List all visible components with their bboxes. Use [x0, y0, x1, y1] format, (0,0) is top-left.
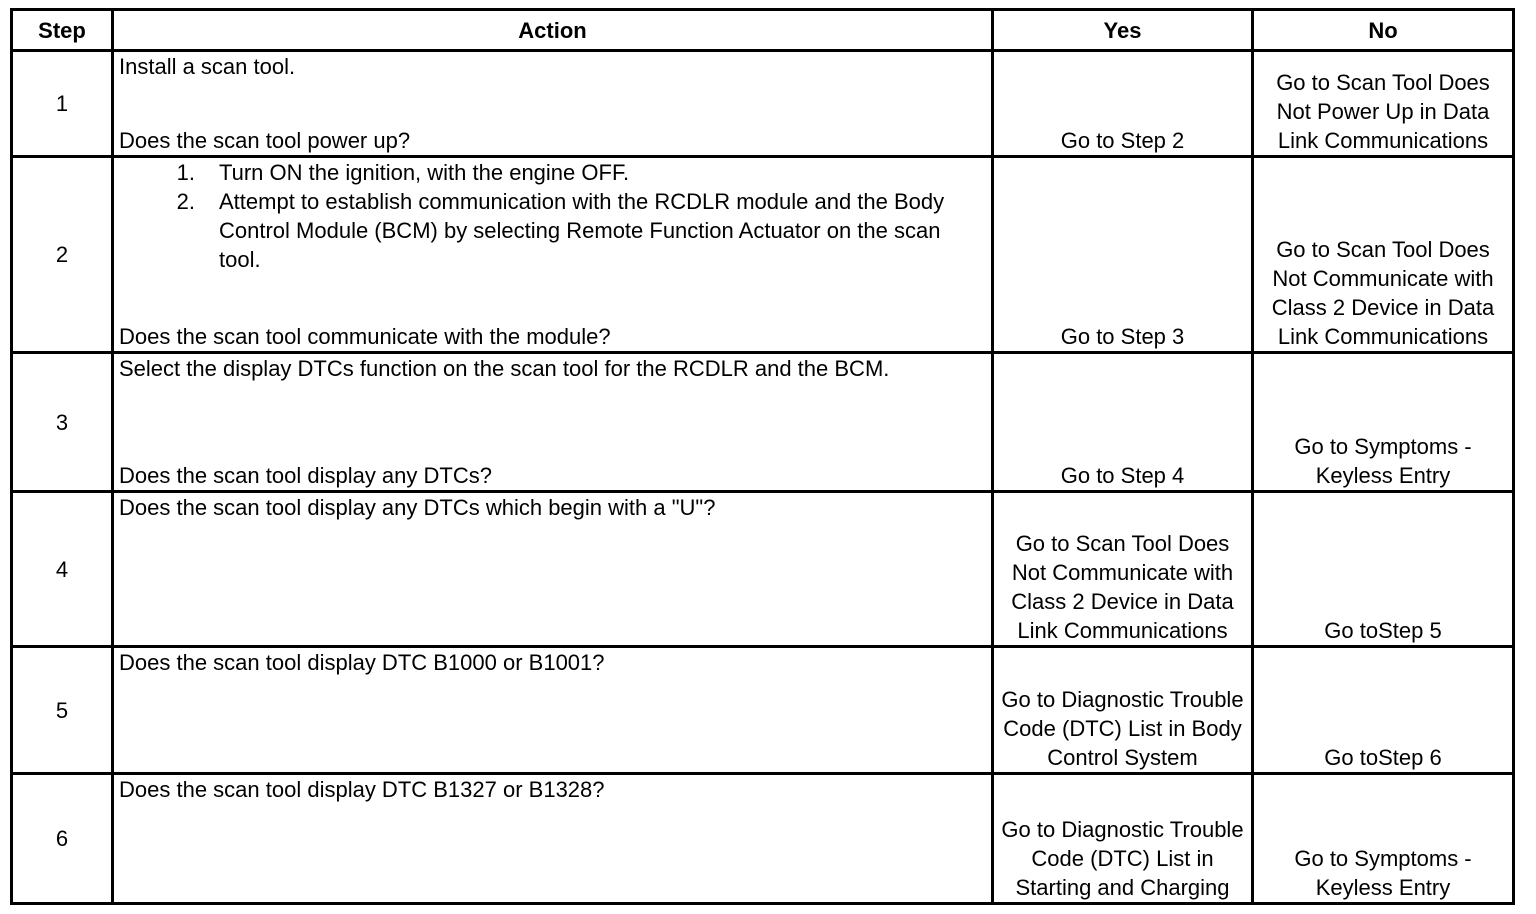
action-question: Does the scan tool display any DTCs which begin with a "U"? [119, 495, 716, 520]
substep-text: Attempt to establish communication with the RCDLR module and the Body Control Module (BCM) by selecting Remote Function Actuator on the scan tool. [219, 189, 945, 272]
table-row [12, 774, 1514, 904]
header-action: Action [113, 10, 993, 51]
no-result: Go toStep 6 [1253, 647, 1514, 774]
yes-result: Go to Diagnostic Trouble Code (DTC) List in Body Control System [993, 647, 1253, 774]
action-instruction: Install a scan tool. [119, 54, 296, 79]
action-cell [113, 647, 993, 774]
table-row [12, 353, 1514, 492]
no-result: Go to Scan Tool Does Not Power Up in Data Link Communications [1253, 51, 1514, 157]
action-question: Does the scan tool power up? [119, 128, 411, 153]
substep-list [119, 158, 986, 274]
action-question: Does the scan tool display DTC B1000 or B1001? [119, 650, 605, 675]
action-instruction: Select the display DTCs function on the scan tool for the RCDLR and the BCM. [119, 356, 890, 381]
no-result: Go to Symptoms - Keyless Entry [1253, 774, 1514, 904]
header-step: Step [12, 10, 113, 51]
no-result: Go to Scan Tool Does Not Communicate with Class 2 Device in Data Link Communications [1253, 157, 1514, 353]
yes-result: Go to Step 3 [993, 157, 1253, 353]
header-yes: Yes [993, 10, 1253, 51]
table-row [12, 51, 1514, 157]
step-number: 5 [12, 647, 113, 774]
action-cell [113, 51, 993, 157]
action-cell [113, 774, 993, 904]
yes-result: Go to Step 2 [993, 51, 1253, 157]
list-item [119, 187, 986, 274]
diagnostic-table [10, 8, 1515, 905]
yes-result: Go to Scan Tool Does Not Communicate with Class 2 Device in Data Link Communications [993, 492, 1253, 647]
substep-text: Turn ON the ignition, with the engine OFF. [219, 160, 630, 185]
action-cell [113, 353, 993, 492]
action-question: Does the scan tool communicate with the module? [119, 324, 611, 349]
action-question: Does the scan tool display DTC B1327 or B1328? [119, 777, 605, 802]
action-cell [113, 157, 993, 353]
step-number: 6 [12, 774, 113, 904]
yes-result: Go to Step 4 [993, 353, 1253, 492]
table-row [12, 157, 1514, 353]
no-result: Go toStep 5 [1253, 492, 1514, 647]
table-row [12, 647, 1514, 774]
list-item [119, 158, 986, 187]
action-cell [113, 492, 993, 647]
step-number: 1 [12, 51, 113, 157]
step-number: 4 [12, 492, 113, 647]
header-row [12, 10, 1514, 51]
yes-result: Go to Diagnostic Trouble Code (DTC) List in Starting and Charging [993, 774, 1253, 904]
no-result: Go to Symptoms - Keyless Entry [1253, 353, 1514, 492]
action-question: Does the scan tool display any DTCs? [119, 463, 492, 488]
step-number: 2 [12, 157, 113, 353]
step-number: 3 [12, 353, 113, 492]
substep-number: 1. [176, 160, 195, 185]
substep-number: 2. [176, 189, 195, 214]
table-row [12, 492, 1514, 647]
header-no: No [1253, 10, 1514, 51]
